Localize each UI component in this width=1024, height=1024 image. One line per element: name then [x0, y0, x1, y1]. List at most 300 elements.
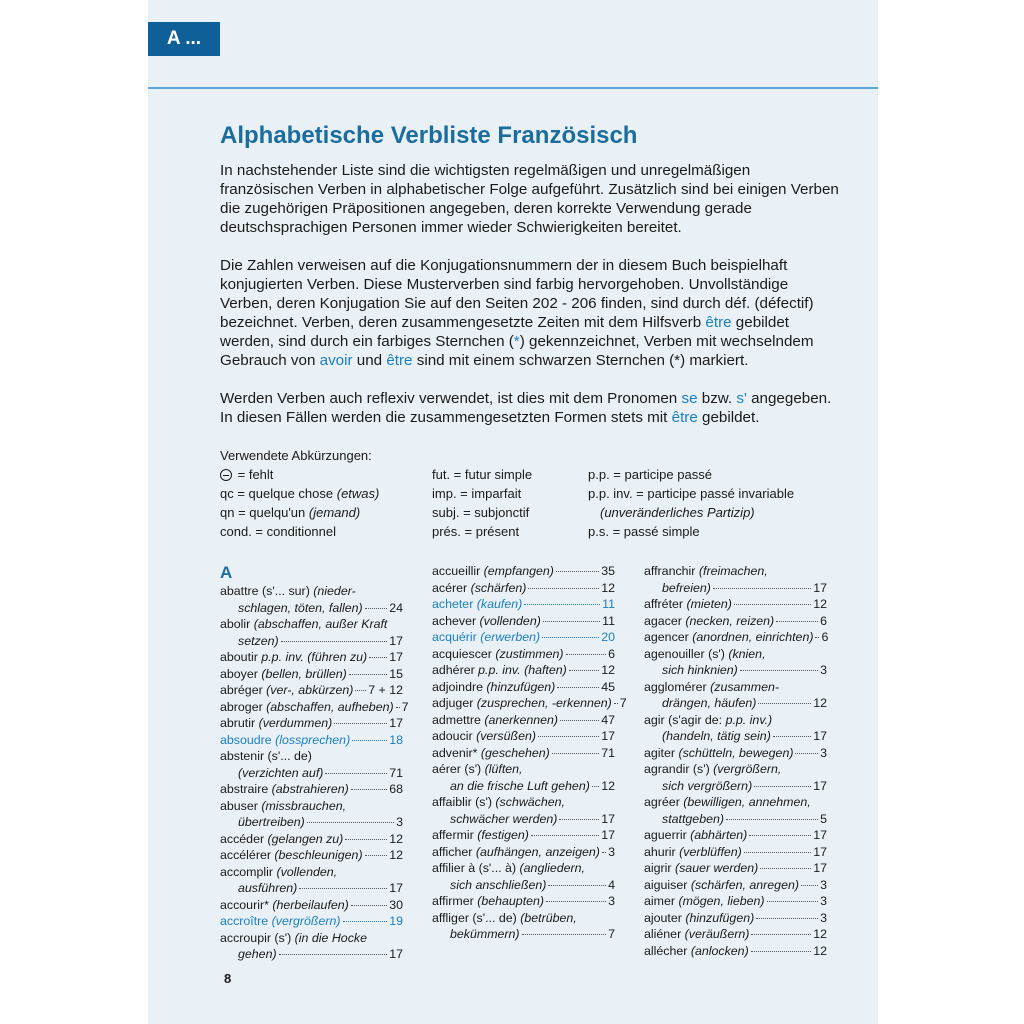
conjugation-number: 17 — [813, 828, 827, 842]
verb-headword: aérer (s') — [432, 762, 485, 776]
verb-column-1 — [220, 563, 409, 963]
verb-gloss: (verdummen) — [258, 716, 333, 730]
verb-gloss: befreien) — [662, 580, 711, 595]
verb-gloss: ausführen) — [238, 881, 298, 895]
verb-gloss: (schütteln, bewegen) — [678, 745, 794, 760]
abbreviations-block — [220, 446, 840, 541]
verb-headword: agiter — [644, 745, 679, 760]
verb-headword: affréter — [644, 597, 687, 611]
conjugation-number: 17 — [813, 778, 827, 793]
conjugation-number: 30 — [389, 897, 403, 912]
verb-gloss: (vollenden) — [479, 613, 541, 628]
verb-entry — [220, 781, 403, 798]
verb-gloss: (herbeilaufen) — [272, 897, 349, 912]
verb-gloss: (vergrößern) — [271, 914, 341, 928]
verb-headword: agenouiller (s') — [644, 646, 729, 661]
verb-entry — [644, 646, 827, 679]
verb-entry — [432, 794, 615, 827]
verb-entry — [432, 728, 615, 745]
conjugation-number: 12 — [601, 663, 615, 677]
verb-entry — [644, 613, 827, 630]
verb-entry — [432, 712, 615, 729]
conjugation-number: 20 — [601, 630, 615, 644]
verb-headword: aliéner — [644, 927, 685, 941]
verb-headword: accélérer — [220, 848, 275, 862]
verb-gloss: an die frische Luft gehen) — [450, 778, 590, 793]
verb-headword: admettre — [432, 712, 485, 727]
abbreviations-heading: Verwendete Abkürzungen: — [220, 448, 372, 463]
verb-gloss: (schärfen) — [470, 580, 527, 595]
verb-gloss: drängen, häufen) — [662, 696, 757, 710]
verb-headword: abrutir — [220, 716, 259, 730]
dot-leader — [351, 905, 387, 906]
verb-headword: ajouter — [644, 910, 686, 925]
verb-gloss: (empfangen) — [483, 564, 554, 578]
verb-headword: adoucir — [432, 729, 477, 743]
verb-entry — [432, 761, 615, 794]
verb-entry — [220, 699, 409, 716]
verb-entry — [644, 844, 827, 861]
conjugation-number: 17 — [813, 861, 827, 875]
dot-leader — [543, 621, 600, 622]
conjugation-number: 7 — [608, 927, 615, 941]
dot-leader — [754, 786, 811, 787]
conjugation-number: 3 — [820, 877, 827, 892]
dot-leader — [569, 670, 599, 671]
dot-leader — [349, 674, 387, 675]
verb-headword: adjoindre — [432, 679, 487, 694]
dot-leader — [528, 588, 599, 589]
verb-entry — [220, 847, 403, 864]
verb-entry — [432, 662, 615, 679]
highlight-avoir: avoir — [319, 352, 353, 369]
dot-leader — [557, 687, 599, 688]
dot-leader — [556, 571, 599, 572]
verb-gloss: (vergrößern, — [713, 762, 782, 776]
verb-headword: adhérer — [432, 663, 479, 677]
verb-gloss: (geschehen) — [480, 745, 550, 760]
verb-headword: agacer — [644, 613, 686, 628]
dot-leader — [749, 835, 811, 836]
dot-leader — [281, 641, 388, 642]
conjugation-number: 71 — [601, 745, 615, 760]
conjugation-number: 3 — [820, 663, 827, 677]
conjugation-number: 11 — [602, 613, 615, 628]
verb-entry — [220, 748, 403, 781]
verb-entry — [644, 679, 827, 712]
verb-gloss: stattgeben) — [662, 811, 724, 826]
verb-entry — [220, 798, 403, 831]
verb-entry — [644, 712, 827, 745]
conjugation-number: 12 — [389, 831, 403, 846]
verb-headword: abolir — [220, 617, 254, 631]
verb-gloss: (freimachen, — [698, 564, 768, 578]
verb-entry — [432, 563, 615, 580]
conjugation-number: 7 — [401, 699, 409, 714]
verb-headword: acheter — [432, 597, 477, 611]
verb-entry — [432, 646, 615, 663]
verb-headword: aiguiser — [644, 877, 691, 892]
verb-gloss: (in die Hocke — [294, 930, 367, 945]
dot-leader — [744, 852, 811, 853]
verb-gloss: (necken, reizen) — [685, 613, 775, 628]
verb-headword: ahurir — [644, 844, 680, 859]
verb-gloss: (festigen) — [477, 828, 529, 842]
highlight-s: s' — [736, 390, 747, 407]
verb-entry — [644, 893, 827, 910]
conjugation-number: 17 — [389, 650, 403, 664]
verb-entry — [220, 649, 403, 666]
dot-leader — [751, 951, 812, 952]
verb-entry — [220, 864, 403, 897]
abbreviation-row: = fehlt fut. = futur simple p.p. = participe passé — [220, 465, 840, 484]
verb-headword: affilier à (s'... à) — [432, 861, 520, 875]
verb-entry — [644, 877, 827, 894]
verb-entry — [220, 682, 403, 699]
conjugation-number: 17 — [813, 580, 827, 595]
conjugation-number: 12 — [813, 597, 827, 611]
conjugation-number: 3 — [820, 910, 827, 925]
dot-leader — [279, 954, 388, 955]
conjugation-number: 3 — [820, 745, 827, 760]
verb-gloss: gehen) — [238, 947, 277, 961]
verb-entry — [220, 616, 403, 649]
verb-gloss: (abschaffen, außer Kraft — [253, 617, 388, 631]
verb-list — [644, 563, 827, 959]
intro-paragraph-1: In nachstehender Liste sind die wichtigsten regelmäßigen und unregelmäßigen französischen Verben in alphabetischer Folge aufgeführt. Zusätzlich sind bei einigen Verben die zugehörigen Präpositionen angegeben, deren korrekte Verwendung gerade deutschsprachigen Personen immer wieder Schwierigkeiten bereitet. — [220, 162, 839, 236]
header-rule — [148, 87, 878, 89]
conjugation-number: 17 — [389, 716, 403, 730]
verb-gloss: (versüßen) — [476, 729, 536, 743]
verb-headword: agglomérer — [644, 679, 711, 694]
dot-leader — [740, 670, 818, 671]
dot-leader — [801, 885, 818, 886]
verb-entry — [644, 596, 827, 613]
dot-leader — [542, 637, 599, 638]
conjugation-number: 17 — [389, 947, 403, 961]
verb-headword: advenir* — [432, 745, 481, 760]
conjugation-number: 12 — [601, 580, 615, 595]
page-number: 8 — [224, 971, 232, 986]
verb-entry — [432, 844, 615, 861]
verb-headword: affliger (s'... de) — [432, 910, 521, 925]
verb-gloss: (nieder- — [313, 584, 356, 598]
conjugation-number: 3 — [608, 844, 615, 859]
dot-leader — [351, 789, 387, 790]
verb-entry — [432, 910, 615, 943]
verb-entry — [432, 629, 615, 646]
verb-headword: acquérir — [432, 630, 481, 644]
verb-headword: accourir* — [220, 897, 273, 912]
verb-gloss: (missbrauchen, — [261, 798, 347, 813]
dot-leader — [592, 786, 599, 787]
dot-leader — [726, 819, 818, 820]
dot-leader — [307, 822, 394, 823]
verb-headword: agrandir (s') — [644, 762, 714, 776]
verb-gloss: (anordnen, einrichten) — [692, 630, 814, 644]
conjugation-number: 5 — [820, 811, 827, 826]
dot-leader — [734, 604, 811, 605]
verb-gloss: (hinzufügen) — [486, 679, 556, 694]
verb-entry — [644, 745, 827, 762]
verb-headword: aboyer — [220, 666, 262, 681]
conjugation-number: 17 — [813, 844, 827, 859]
verb-gloss: (mögen, lieben) — [678, 894, 765, 908]
dot-leader — [560, 720, 599, 721]
conjugation-number: 12 — [601, 778, 615, 793]
verb-gloss: (beschleunigen) — [274, 848, 363, 862]
verb-headword: agréer — [644, 795, 684, 809]
verb-gloss: (abstrahieren) — [271, 782, 349, 796]
conjugation-number: 4 — [608, 877, 615, 892]
abbreviation-row: qc = quelque chose (etwas) imp. = imparfait p.p. inv. = participe passé invariable — [220, 486, 795, 501]
verb-headword: aboutir — [220, 650, 262, 664]
dot-leader — [345, 839, 387, 840]
dot-leader — [343, 921, 388, 922]
verb-gloss: (verblüffen) — [679, 844, 742, 859]
verb-gloss: (betrüben, — [520, 910, 577, 925]
verb-entry — [220, 897, 403, 914]
verb-gloss: p.p. inv. (haften) — [478, 663, 567, 677]
dot-leader — [334, 723, 387, 724]
verb-headword: abroger — [220, 699, 267, 714]
verb-entry — [644, 794, 827, 827]
verb-gloss: (kaufen) — [476, 597, 523, 611]
dot-leader — [365, 608, 388, 609]
conjugation-number: 17 — [813, 729, 827, 743]
dot-leader — [369, 657, 387, 658]
verb-headword: abstenir (s'... de) — [220, 749, 312, 763]
conjugation-number: 6 — [820, 613, 827, 628]
verb-entry — [644, 943, 827, 960]
dot-leader — [546, 901, 606, 902]
dot-leader — [355, 690, 366, 691]
conjugation-number: 12 — [813, 943, 827, 958]
intro-text — [220, 161, 840, 446]
verb-gloss: (ver-, abkürzen) — [266, 683, 354, 697]
dot-leader — [325, 773, 387, 774]
verb-entry — [644, 827, 827, 844]
verb-gloss: (erwerben) — [480, 630, 541, 644]
section-letter: A — [220, 563, 233, 582]
highlight-etre: être — [386, 352, 413, 369]
conjugation-number: 12 — [813, 696, 827, 710]
verb-entry — [220, 913, 403, 930]
verb-gloss: (hinzufügen) — [685, 910, 755, 925]
dot-leader — [531, 835, 599, 836]
verb-entry — [432, 893, 615, 910]
verb-gloss: übertreiben) — [238, 815, 305, 829]
verb-entry — [220, 666, 403, 683]
conjugation-number: 3 — [608, 894, 615, 908]
verb-list — [432, 563, 627, 943]
verb-gloss: (verzichten auf) — [238, 765, 324, 780]
verb-headword: affranchir — [644, 564, 699, 578]
verb-gloss: (handeln, tätig sein) — [662, 729, 771, 743]
highlight-etre: être — [671, 409, 698, 426]
verb-headword: aigrir — [644, 861, 675, 875]
verb-entry — [644, 629, 827, 646]
verb-gloss: (anerkennen) — [484, 712, 559, 727]
verb-gloss: p.p. inv.) — [725, 712, 773, 727]
verb-gloss: schlagen, töten, fallen) — [238, 600, 363, 615]
conjugation-number: 17 — [389, 633, 403, 648]
intro-paragraph-3: Werden Verben auch reflexiv verwendet, ist dies mit dem Pronomen se bzw. s' angegeben. In diesen Fällen werden die zusammengesetzten Formen stets mit être gebildet. — [220, 390, 832, 426]
conjugation-number: 12 — [813, 927, 827, 941]
verb-column-3 — [644, 563, 827, 959]
dot-leader — [760, 868, 811, 869]
page-title: Alphabetische Verbliste Französisch — [220, 122, 638, 149]
conjugation-number: 47 — [601, 712, 615, 727]
verb-headword: affaiblir (s') — [432, 795, 496, 809]
verb-headword: agir (s'agir de: — [644, 712, 726, 727]
verb-headword: abstraire — [220, 782, 272, 796]
conjugation-number: 6 — [608, 646, 615, 661]
dot-leader — [756, 918, 818, 919]
verb-headword: accueillir — [432, 564, 484, 578]
verb-headword: acérer — [432, 580, 471, 595]
verb-headword: accroupir (s') — [220, 930, 295, 945]
conjugation-number: 17 — [601, 828, 615, 842]
dot-leader — [758, 703, 811, 704]
verb-headword: achever — [432, 613, 480, 628]
conjugation-number: 3 — [820, 894, 827, 908]
conjugation-number: 45 — [601, 679, 615, 694]
verb-headword: abattre (s'... sur) — [220, 584, 314, 598]
dot-leader — [767, 901, 819, 902]
verb-entry — [432, 596, 615, 613]
verb-gloss: setzen) — [238, 633, 279, 648]
dot-leader — [602, 852, 606, 853]
verb-headword: affermir — [432, 828, 478, 842]
conjugation-number: 12 — [389, 848, 403, 862]
conjugation-number: 17 — [601, 811, 615, 826]
verb-list — [220, 583, 409, 963]
colored-star: * — [513, 333, 520, 350]
dot-leader — [552, 753, 599, 754]
conjugation-number: 17 — [389, 881, 403, 895]
dot-leader — [773, 736, 811, 737]
dot-leader — [751, 934, 811, 935]
verb-entry — [220, 583, 403, 616]
verb-entry — [220, 930, 403, 963]
section-tab: A ... — [148, 22, 220, 56]
dot-leader — [538, 736, 599, 737]
conjugation-number: 17 — [601, 729, 615, 743]
verb-entry — [644, 926, 827, 943]
dot-leader — [795, 753, 818, 754]
dot-leader — [815, 637, 819, 638]
dot-leader — [396, 707, 400, 708]
verb-entry — [432, 745, 615, 762]
verb-entry — [220, 715, 403, 732]
conjugation-number: 18 — [389, 732, 403, 747]
dot-leader — [614, 703, 618, 704]
conjugation-number: 24 — [389, 600, 403, 615]
verb-headword: accéder — [220, 831, 268, 846]
dot-leader — [713, 588, 811, 589]
conjugation-number: 11 — [602, 597, 615, 611]
verb-gloss: (bellen, brüllen) — [261, 666, 347, 681]
verb-gloss: (sauer werden) — [674, 861, 759, 875]
abbreviation-row: cond. = conditionnel prés. = présent p.s. = passé simple — [220, 524, 700, 539]
dot-leader — [559, 819, 599, 820]
conjugation-number: 35 — [601, 564, 615, 578]
verb-entry — [432, 860, 615, 893]
conjugation-number: 15 — [389, 666, 403, 681]
verb-entry — [432, 827, 615, 844]
verb-gloss: sich vergrößern) — [662, 778, 753, 793]
verb-headword: absoudre — [220, 732, 276, 747]
dot-leader — [365, 855, 388, 856]
verb-gloss: (aufhängen, anzeigen) — [475, 844, 600, 859]
conjugation-number: 3 — [396, 815, 403, 829]
verb-gloss: (vollenden, — [276, 864, 338, 879]
verb-headword: aimer — [644, 894, 679, 908]
verb-entry — [432, 613, 615, 630]
verb-entry — [220, 831, 403, 848]
verb-entry — [644, 761, 827, 794]
conjugation-number: 6 — [821, 630, 829, 644]
verb-gloss: (zustimmen) — [495, 646, 564, 661]
conjugation-number: 71 — [389, 765, 403, 780]
conjugation-number: 19 — [389, 914, 403, 928]
verb-gloss: (knien, — [728, 646, 766, 661]
conjugation-number: 7 + 12 — [368, 683, 403, 697]
verb-headword: abréger — [220, 683, 267, 697]
verb-gloss: (schwächen, — [495, 795, 565, 809]
verb-gloss: (zusprechen, -erkennen) — [476, 696, 612, 710]
verb-headword: accomplir — [220, 864, 277, 879]
verb-gloss: (gelangen zu) — [267, 831, 344, 846]
verb-headword: aguerrir — [644, 828, 691, 842]
verb-gloss: (mieten) — [686, 597, 732, 611]
verb-entry — [432, 695, 627, 712]
dictionary-page — [148, 0, 878, 1024]
verb-column-2 — [432, 563, 627, 943]
verb-headword: adjuger — [432, 696, 477, 710]
verb-gloss: bekümmern) — [450, 927, 520, 941]
verb-gloss: (schärfen, anregen) — [690, 877, 799, 892]
verb-gloss: (lüften, — [484, 762, 523, 776]
verb-headword: abuser — [220, 798, 262, 813]
verb-headword: agencer — [644, 630, 693, 644]
dot-leader — [524, 604, 600, 605]
verb-entry — [644, 910, 827, 927]
verb-gloss: schwächer werden) — [450, 811, 558, 826]
verb-gloss: (abhärten) — [690, 828, 748, 842]
verb-entry — [644, 563, 827, 596]
dot-leader — [522, 934, 607, 935]
conjugation-number: 68 — [389, 782, 403, 796]
abbreviation-row: qn = quelqu'un (jemand) subj. = subjonctif (unveränderliches Partizip) — [220, 505, 755, 520]
verb-gloss: (bewilligen, annehmen, — [683, 795, 811, 809]
verb-gloss: (behaupten) — [477, 894, 545, 908]
verb-headword: allécher — [644, 943, 691, 958]
verb-entry — [432, 580, 615, 597]
dot-leader — [299, 888, 387, 889]
verb-entry — [432, 679, 615, 696]
dot-leader — [566, 654, 607, 655]
highlight-etre: être — [705, 314, 732, 331]
verb-gloss: (anlocken) — [690, 943, 749, 958]
verb-headword: acquiescer — [432, 646, 496, 661]
verb-gloss: (veräußern) — [684, 927, 750, 941]
conjugation-number: 7 — [619, 696, 627, 710]
intro-paragraph-2: Die Zahlen verweisen auf die Konjugationsnummern der in diesem Buch beispielhaft konjugierten Verben. Diese Musterverben sind farbig hervorgehoben. Unvollständige Verben, deren Konjugation Sie auf den Seiten 202 - 206 finden, sind durch déf. (défectif) bezeichnet. Verben, deren zusammengesetzte Zeiten mit dem Hilfsverb être gebildet werden, sind durch ein farbiges Sternchen (*) gekennzeichnet, Verben mit wechselndem Gebrauch von avoir und être sind mit einem schwarzen Sternchen (*) markiert. — [220, 257, 814, 369]
verb-gloss: sich hinknien) — [662, 663, 738, 677]
dot-leader — [352, 740, 387, 741]
